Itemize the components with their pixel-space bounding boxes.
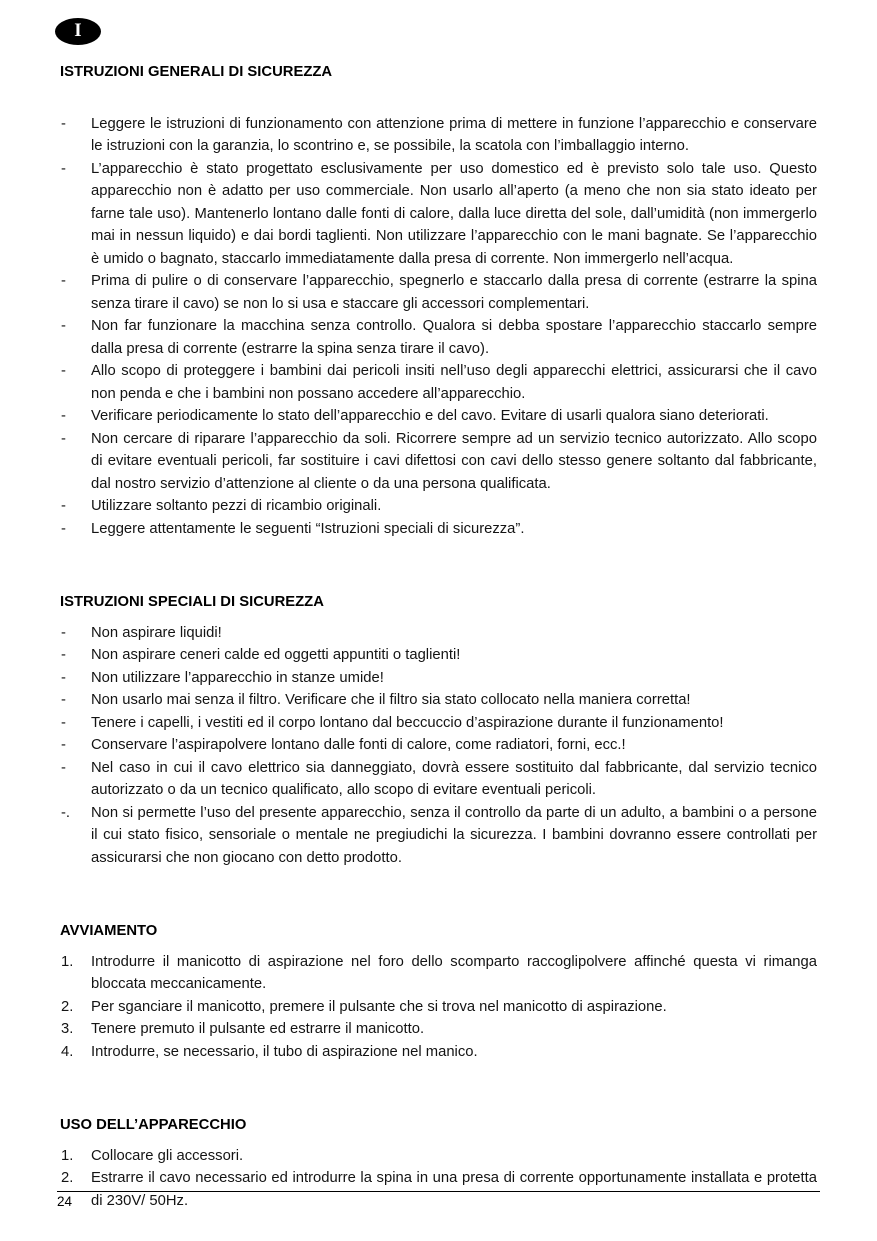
list-marker: 2. (61, 1170, 74, 1186)
list-item-text: Non si permette l’uso del presente apparecchio, senza il controllo da parte di un adulto, a bambini o a persone il cui stato fisico, sensoriale o mentale ne pregiudichi la sicurezza. I bambini dovranno essere controllati per assicurarsi che non giocano con detto prodotto. (91, 804, 817, 866)
list-item (60, 689, 817, 712)
list-marker: - (61, 273, 66, 289)
list-item-text: Estrarre il cavo necessario ed introdurre la spina in una presa di corrente opportunamente installata e protetta di 230V/ 50Hz. (91, 1170, 817, 1209)
list-item (60, 734, 817, 757)
list-item-text: Introdurre, se necessario, il tubo di aspirazione nel manico. (91, 1043, 478, 1060)
list-marker: - (61, 520, 66, 537)
list-marker: - (61, 115, 66, 132)
startup-list (60, 951, 817, 1064)
list-marker: - (61, 318, 66, 334)
list-item-text: L’apparecchio è stato progettato esclusivamente per uso domestico ed è previsto solo tale uso. Questo apparecchio non è adatto per uso commerciale. Non usarlo all’aperto (a meno che non sia stato ideato per farne tale uso). Mantenerlo lontano dalle fonti di calore, dalla luce diretta del sole, dall’umidità (non immergerlo mai in nessun liquido) e dai bordi taglienti. Non utilizzare l’apparecchio con le mani bagnate. Se l’apparecchio è umido o bagnato, staccarlo immediatamente dalla presa di corrente. Non immergerlo nell’acqua. (91, 160, 817, 267)
list-item (60, 405, 817, 428)
language-badge-letter: I (74, 20, 82, 42)
list-item (60, 113, 817, 158)
list-item-text: Non utilizzare l’apparecchio in stanze umide! (91, 669, 384, 686)
page-footer (57, 1191, 820, 1210)
list-item-text: Tenere premuto il pulsante ed estrarre il manicotto. (91, 1021, 425, 1037)
list-marker: - (61, 714, 66, 731)
list-item (60, 644, 817, 667)
list-marker: 4. (61, 1043, 74, 1060)
list-item (60, 951, 817, 996)
list-item (60, 428, 817, 496)
list-item-text: Non far funzionare la macchina senza controllo. Qualora si debba spostare l’apparecchio staccarlo sempre dalla presa di corrente (estrarre la spina senza tirare il cavo). (91, 318, 817, 357)
list-item (60, 360, 817, 405)
list-item-text: Utilizzare soltanto pezzi di ricambio originali. (91, 498, 382, 514)
list-item-text: Per sganciare il manicotto, premere il pulsante che si trova nel manicotto di aspirazione. (91, 998, 667, 1015)
list-item (60, 712, 817, 735)
list-marker: 2. (61, 998, 74, 1015)
list-marker: 1. (61, 953, 74, 970)
list-item-text: Prima di pulire o di conservare l’apparecchio, spegnerlo e staccarlo dalla presa di corrente (estrarre la spina senza tirare il cavo) se non lo si usa e staccare gli accessori complementari. (91, 273, 817, 312)
section-heading-general-safety: ISTRUZIONI GENERALI DI SICUREZZA (60, 64, 333, 80)
list-item (60, 757, 817, 802)
list-marker: - (61, 624, 66, 641)
list-item (60, 158, 817, 271)
list-item-text: Leggere attentamente le seguenti “Istruzioni speciali di sicurezza”. (91, 520, 525, 537)
list-item (60, 1018, 817, 1041)
list-item (60, 495, 817, 518)
list-marker: - (61, 737, 66, 753)
list-marker: - (61, 363, 66, 379)
page-number: 24 (57, 1194, 73, 1209)
list-item-text: Allo scopo di proteggere i bambini dai pericoli insiti nell’uso degli apparecchi elettrici, assicurarsi che il cavo non penda e che i bambini non possano accedere all’apparecchio. (91, 363, 817, 402)
general-safety-list (60, 113, 817, 541)
list-item-text: Non aspirare ceneri calde ed oggetti appuntiti o taglienti! (91, 647, 461, 663)
list-item-text: Tenere i capelli, i vestiti ed il corpo lontano dal beccuccio d’aspirazione durante il funzionamento! (91, 714, 724, 731)
list-item-text: Non usarlo mai senza il filtro. Verificare che il filtro sia stato collocato nella maniera corretta! (91, 692, 691, 708)
list-item (60, 270, 817, 315)
list-item (60, 622, 817, 645)
list-item-text: Leggere le istruzioni di funzionamento con attenzione prima di mettere in funzione l’apparecchio e conservare le istruzioni con la garanzia, lo scontrino e, se possibile, la scatola con l’imballaggio interno. (91, 115, 817, 154)
list-marker: - (61, 692, 66, 708)
list-marker: -. (61, 804, 71, 821)
list-item (60, 667, 817, 690)
list-marker: - (61, 669, 66, 686)
list-item (60, 996, 817, 1019)
list-item (60, 1145, 817, 1168)
language-badge (55, 18, 101, 45)
list-item (60, 315, 817, 360)
list-marker: 3. (61, 1021, 74, 1037)
section-heading-usage: USO DELL’APPARECCHIO (60, 1117, 247, 1133)
special-safety-list (60, 622, 817, 870)
list-item-text: Verificare periodicamente lo stato dell’apparecchio e del cavo. Evitare di usarli qualora siano deteriorati. (91, 408, 769, 424)
section-heading-startup: AVVIAMENTO (60, 923, 158, 939)
list-item (60, 518, 817, 541)
list-item-text: Collocare gli accessori. (91, 1147, 244, 1164)
list-item (60, 802, 817, 870)
list-marker: 1. (61, 1147, 74, 1164)
list-marker: - (61, 498, 66, 514)
list-marker: - (61, 408, 66, 424)
list-marker: - (61, 647, 66, 663)
list-item-text: Introdurre il manicotto di aspirazione nel foro dello scomparto raccoglipolvere affinché questa vi rimanga bloccata meccanicamente. (91, 953, 817, 992)
list-marker: - (61, 759, 66, 776)
list-item (60, 1041, 817, 1064)
list-item-text: Nel caso in cui il cavo elettrico sia danneggiato, dovrà essere sostituito dal fabbricante, dal servizio tecnico autorizzato o da un tecnico qualificato, allo scopo di evitare eventuali pericoli. (91, 759, 817, 798)
list-marker: - (61, 160, 66, 177)
section-heading-special-safety: ISTRUZIONI SPECIALI DI SICUREZZA (60, 594, 324, 610)
list-marker: - (61, 430, 66, 447)
list-item-text: Non cercare di riparare l’apparecchio da soli. Ricorrere sempre ad un servizio tecnico autorizzato. Allo scopo di evitare eventuali pericoli, far sostituire i cavi difettosi con cavi dello stesso genere soltanto dal fabbricante, dal nostro servizio d’attenzione al cliente o da una persona qualificata. (91, 430, 817, 492)
list-item-text: Non aspirare liquidi! (91, 624, 222, 641)
list-item-text: Conservare l’aspirapolvere lontano dalle fonti di calore, come radiatori, forni, ecc.! (91, 737, 626, 753)
